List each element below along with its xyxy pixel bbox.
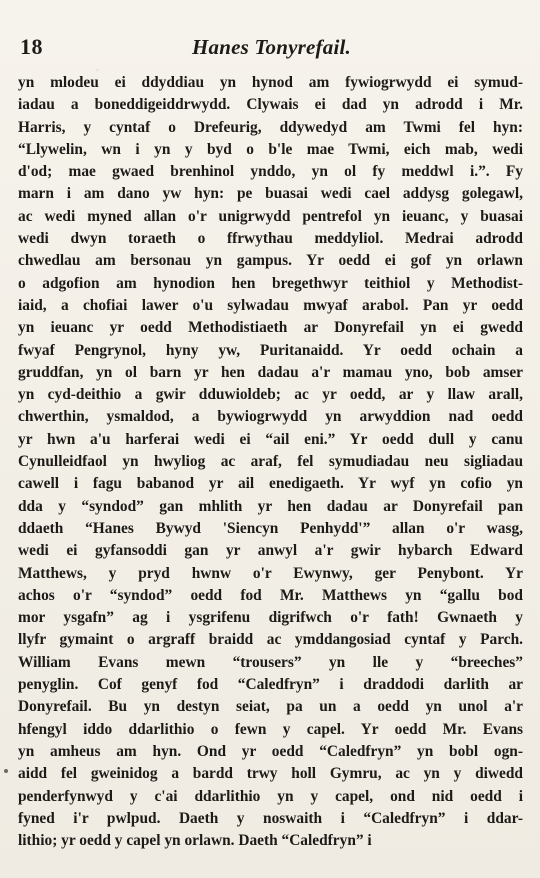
page-number: 18 bbox=[20, 34, 43, 59]
text-line: Matthews, y pryd hwnw o'r Ewynwy, ger Penybont. Yr bbox=[18, 564, 523, 582]
text-line: d'od; mae gwaed brenhinol ynddo, yn ol fy meddwl i.”. Fy bbox=[18, 163, 523, 181]
text-line: “Llywelin, wn i yn y byd o b'le mae Twmi, eich mab, wedi bbox=[18, 140, 523, 158]
text-line: fyned i'r pwlpud. Daeth y noswaith i “Caledfryn” i ddar- bbox=[18, 809, 523, 827]
text-line: yr hwn a'u harferai wedi ei “ail eni.” Yr oedd dull y canu bbox=[18, 430, 523, 448]
text-line: lithio; yr oedd y capel yn orlawn. Daeth “Caledfryn” i bbox=[18, 832, 372, 850]
text-line: Donyrefail. Bu yn destyn seiat, pa un a oedd yn unol a'r bbox=[18, 698, 523, 716]
text-line: llyfr gymaint o argraff braidd ac ymddangosiad cyntaf y Parch. bbox=[18, 631, 523, 649]
text-line: wedi ei gyfansoddi gan yr anwyl a'r gwir hybarch Edward bbox=[18, 542, 523, 560]
text-line: dda y “syndod” gan mhlith yr hen dadau ar Donyrefail pan bbox=[18, 497, 523, 515]
text-line: iadau a boneddigeiddrwydd. Clywais ei dad yn adrodd i Mr. bbox=[18, 96, 523, 114]
text-line: achos o'r “syndod” oedd fod Mr. Matthews yn “gallu bod bbox=[18, 586, 523, 604]
text-line: yn cyd-deithio a gwir dduwioldeb; ac yr oedd, ar y llaw arall, bbox=[18, 386, 523, 404]
text-line: ac wedi myned allan o'r unigrwydd pentrefol yn ieuanc, y buasai bbox=[18, 207, 523, 225]
text-line: cawell i fagu babanod yr ail enedigaeth. Yr wyf yn cofio yn bbox=[18, 475, 523, 493]
running-title: Hanes Tonyrefail. bbox=[192, 35, 351, 59]
text-line: chwedlau am bersonau yn gampus. Yr oedd ei gof yn orlawn bbox=[18, 252, 523, 270]
text-line: yn ieuanc yr oedd Methodistiaeth ar Donyrefail yn ei gwedd bbox=[18, 319, 523, 337]
text-line: wedi dwyn toraeth o ffrwythau meddyliol. Medrai adrodd bbox=[18, 230, 523, 248]
text-line: penyglin. Cof genyf fod “Caledfryn” i draddodi darlith ar bbox=[18, 676, 523, 694]
text-line: mor ysgafn” ag i ysgrifenu digrifwch o'r fath! Gwnaeth y bbox=[18, 609, 523, 627]
text-line: aidd fel gweinidog a bardd trwy holl Gymru, ac yn y diwedd bbox=[18, 765, 523, 783]
text-line: ddaeth “Hanes Bywyd 'Siencyn Penhydd'” allan o'r wasg, bbox=[18, 519, 523, 537]
body-text bbox=[18, 72, 523, 852]
text-line: marn i am dano yw hyn: pe buasai wedi cael addysg golegawl, bbox=[18, 185, 523, 203]
text-line: William Evans mewn “trousers” yn lle y “breeches” bbox=[18, 653, 523, 671]
text-line: o adgofion am hynodion hen bregethwyr teithiol y Methodist- bbox=[18, 274, 523, 292]
text-line: Harris, y cyntaf o Drefeurig, ddywedyd am Twmi fel hyn: bbox=[18, 118, 523, 136]
text-line: hfengyl iddo ddarlithio o fewn y capel. Yr oedd Mr. Evans bbox=[18, 720, 523, 738]
text-line: yn mlodeu ei ddyddiau yn hynod am fywiogrwydd ei symud- bbox=[18, 74, 523, 91]
text-line: iaid, a chofiai lawer o'u sylwadau mwyaf arabol. Pan yr oedd bbox=[18, 296, 523, 314]
text-line: chwerthin, ysmaldod, a bywiogrwydd yn arwyddion nad oedd bbox=[18, 408, 523, 426]
text-line: fwyaf Pengrynol, hyny yw, Puritanaidd. Yr oedd ochain a bbox=[18, 341, 523, 359]
text-line: penderfynwyd y c'ai ddarlithio yn y capel, ond nid oedd i bbox=[18, 787, 523, 805]
text-line: yn amheus am hyn. Ond yr oedd “Caledfryn” yn bobl ogn- bbox=[18, 742, 523, 760]
page-header bbox=[20, 34, 520, 62]
margin-mark bbox=[4, 769, 8, 773]
text-line: Cynulleidfaol yn hwyliog ac araf, fel symudiadau neu sigliadau bbox=[18, 453, 523, 471]
text-line: gruddfan, yn ol barn yr hen dadau a'r mamau yno, bob amser bbox=[18, 363, 523, 381]
